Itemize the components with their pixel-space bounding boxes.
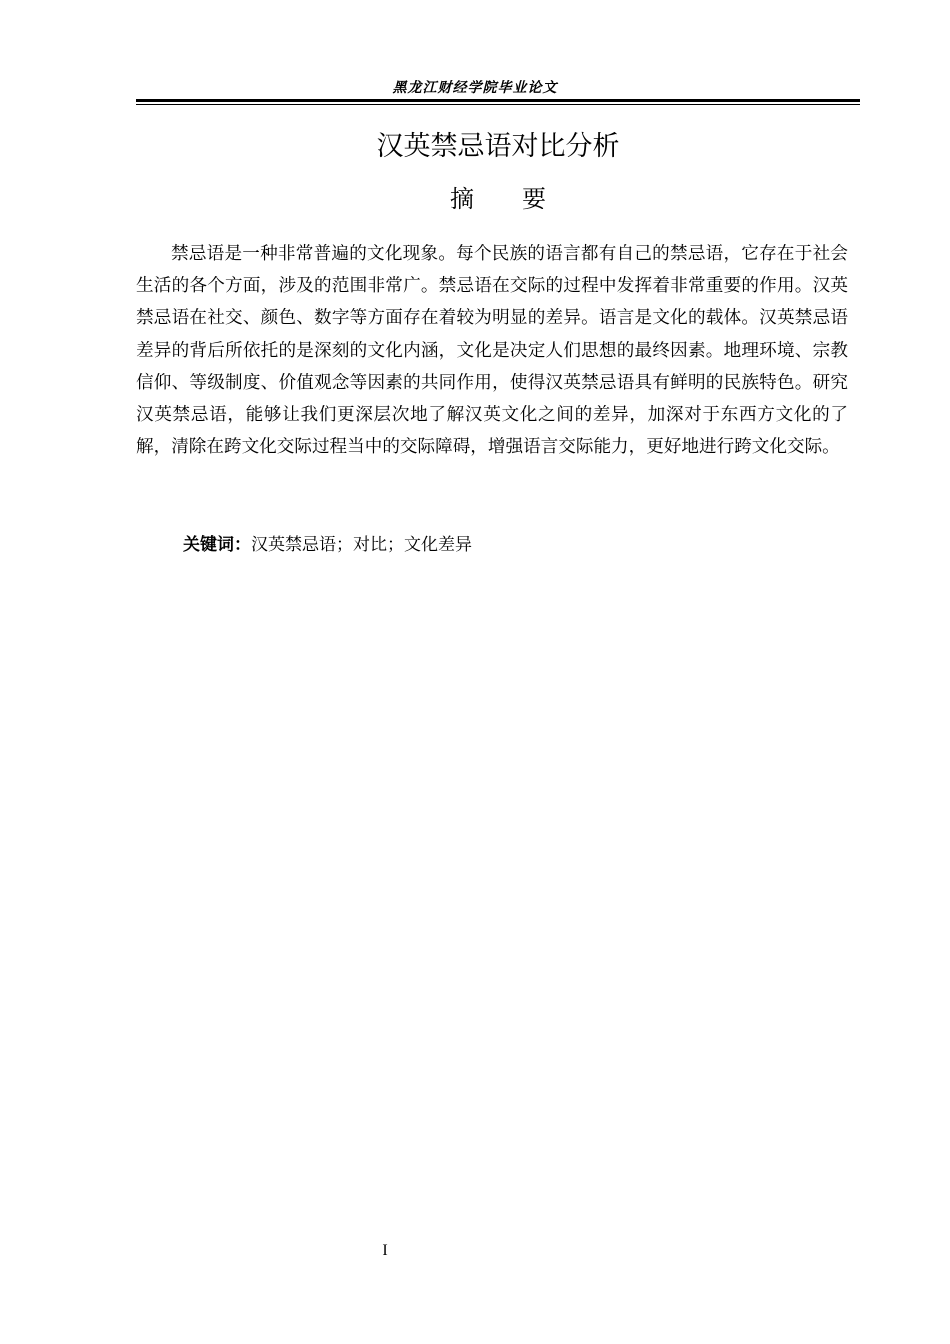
keywords-label: 关键词： — [183, 535, 251, 555]
page-number: I — [382, 1242, 388, 1259]
running-header: 黑龙江财经学院毕业论文 — [392, 80, 558, 96]
abstract-body: 禁忌语是一种非常普遍的文化现象。每个民族的语言都有自己的禁忌语，它存在于社会生活的各个方面，涉及的范围非常广。禁忌语在交际的过程中发挥着非常重要的作用。汉英禁忌语在社交、颜色、数字等方面存在着较为明显的差异。语言是文化的载体。汉英禁忌语差异的背后所依托的是深刻的文化内涵，文化是决定人们思想的最终因素。地理环境、宗教信仰、等级制度、价值观念等因素的共同作用，使得汉英禁忌语具有鲜明的民族特色。研究汉英禁忌语，能够让我们更深层次地了解汉英文化之间的差异，加深对于东西方文化的了解，清除在跨文化交际过程当中的交际障碍，增强语言交际能力，更好地进行跨文化交际。 — [136, 244, 848, 458]
keywords-value: 汉英禁忌语；对比；文化差异 — [251, 535, 472, 555]
header-rule-thick — [136, 99, 860, 102]
thesis-title: 汉英禁忌语对比分析 — [376, 131, 620, 162]
abstract-heading: 摘要 — [450, 185, 594, 213]
keywords-line — [183, 531, 472, 559]
header-rule-thin — [136, 104, 860, 105]
